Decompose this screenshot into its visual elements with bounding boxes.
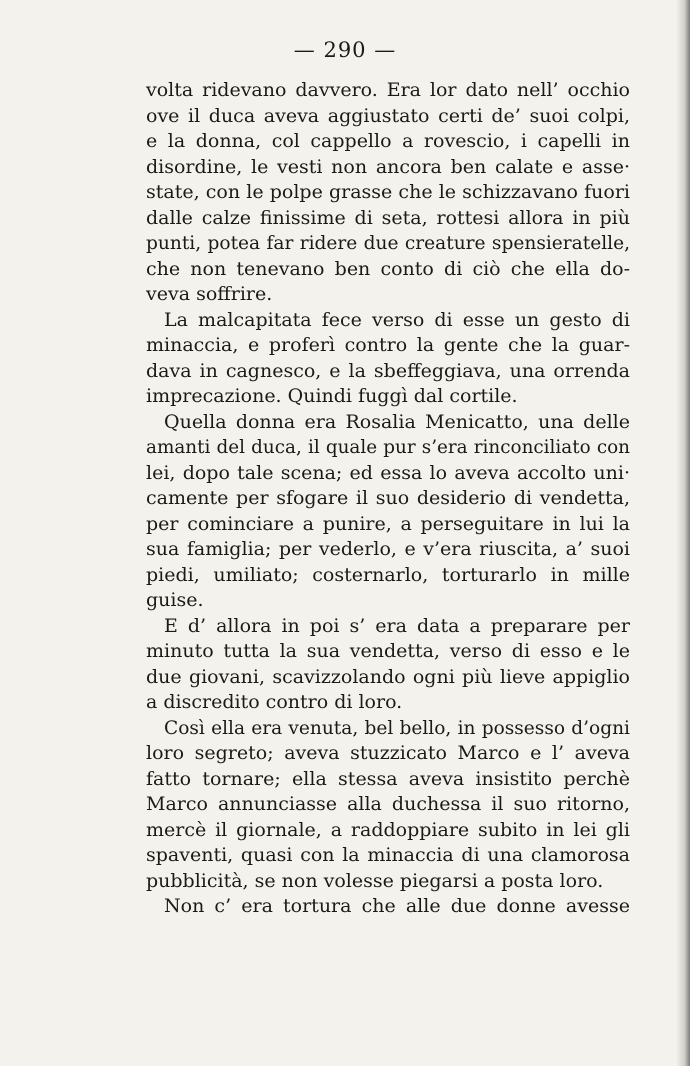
text-line: dalle calze finissime di seta, rottesi allora in più — [146, 206, 630, 229]
text-line: minaccia, e proferì contro la gente che la guar- — [146, 334, 630, 356]
text-line: E d’ allora in poi s’ era data a preparare per — [164, 614, 630, 637]
text-line: Non c’ era tortura che alle due donne avesse — [164, 895, 630, 917]
text-line: a discredito contro di loro. — [146, 691, 403, 713]
text-line: fatto tornare; ella stessa aveva insistito perchè — [146, 767, 630, 790]
text-line: guise. — [146, 589, 204, 611]
text-line: ove il duca aveva aggiustato certi de’ suoi colpi, — [146, 104, 630, 127]
text-line: dava in cagnesco, e la sbeffeggiava, una orrenda — [146, 359, 630, 382]
paragraph — [146, 894, 630, 920]
text-line: minuto tutta la sua vendetta, verso di esso e le — [146, 640, 630, 662]
text-line: punti, potea far ridere due creature spensieratelle, — [146, 233, 630, 254]
text-line: La malcapitata fece verso di esse un gesto di — [164, 308, 630, 331]
page-number: — 290 — — [293, 38, 397, 62]
text-line: imprecazione. Quindi fuggì dal cortile. — [146, 385, 518, 407]
paragraph — [146, 78, 630, 308]
body-text — [146, 78, 630, 920]
text-line: state, con le polpe grasse che le schizzavano fuori — [146, 181, 630, 203]
text-line: che non tenevano ben conto di ciò che ella do- — [146, 257, 630, 280]
paragraph — [146, 716, 630, 895]
text-line: e la donna, col cappello a rovescio, i capelli in — [146, 130, 630, 152]
text-line: lei, dopo tale scena; ed essa lo aveva accolto uni· — [146, 461, 630, 484]
text-line: disordine, le vesti non ancora ben calate e asse· — [146, 155, 630, 178]
text-line: per cominciare a punire, a perseguitare in lui la — [146, 512, 630, 535]
text-line: Così ella era venuta, bel bello, in possesso d’ogni — [164, 717, 630, 739]
text-line: due giovani, scavizzolando ogni più lieve appiglio — [146, 665, 630, 688]
page-edge-shadow — [676, 0, 690, 1066]
text-line: mercè il giornale, a raddoppiare subito in lei gli — [146, 818, 630, 841]
text-line: spaventi, quasi con la minaccia di una clamorosa — [146, 844, 630, 866]
text-line: amanti del duca, il quale pur s’era rinconciliato con — [146, 437, 630, 458]
text-line: pubblicità, se non volesse piegarsi a posta loro. — [146, 869, 604, 892]
text-line: piedi, umiliato; costernarlo, torturarlo in mille — [146, 563, 630, 586]
text-line: Marco annunciasse alla duchessa il suo ritorno, — [146, 793, 630, 815]
paragraph — [146, 410, 630, 614]
text-line: sua famiglia; per vederlo, e v’era riuscita, a’ suoi — [146, 538, 630, 560]
text-line: camente per sfogare il suo desiderio di vendetta, — [146, 487, 630, 509]
text-line: Quella donna era Rosalia Menicatto, una delle — [164, 410, 630, 433]
text-line: veva soffrire. — [146, 283, 273, 305]
paragraph — [146, 614, 630, 716]
text-line: volta ridevano davvero. Era lor dato nell’ occhio — [146, 79, 630, 101]
paragraph — [146, 308, 630, 410]
text-line: loro segreto; aveva stuzzicato Marco e l’ aveva — [146, 742, 630, 764]
